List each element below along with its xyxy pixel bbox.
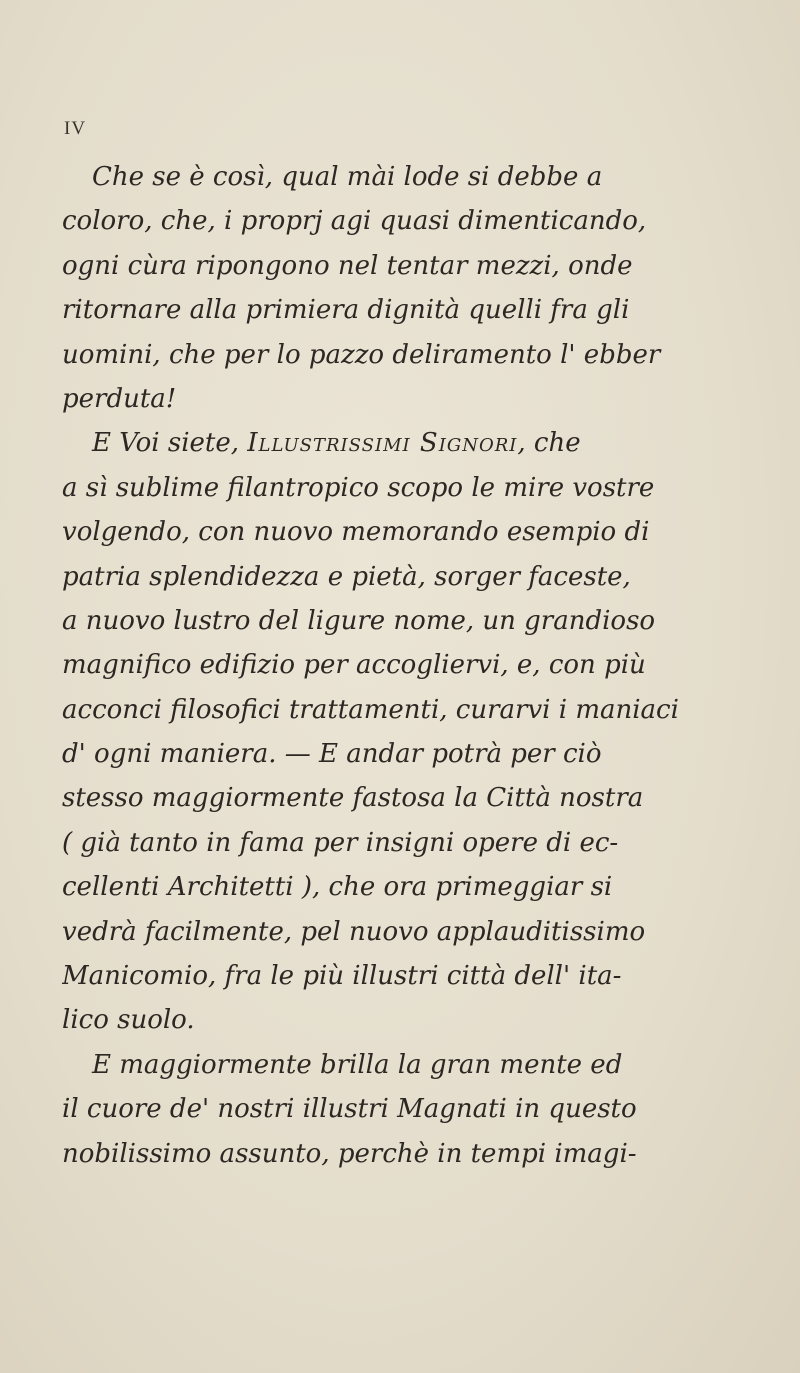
- line-text: ritornare alla primiera dignità quelli fra gli: [62, 295, 630, 326]
- line-text: a nuovo lustro del ligure nome, un grandioso: [62, 605, 656, 636]
- line-text: stesso maggiormente fastosa la Città nostra: [62, 783, 644, 814]
- text-line: [62, 466, 742, 510]
- line-text: ( già tanto in fama per insigni opere di ec-: [62, 827, 619, 858]
- text-line: [62, 288, 742, 332]
- line-text: E maggiormente brilla la gran mente ed: [92, 1049, 623, 1080]
- line-text: vedrà facilmente, pel nuovo applauditissimo: [62, 916, 646, 947]
- text-line: [62, 688, 742, 732]
- line-text: magnifico edifizio per accogliervi, e, con più: [62, 650, 646, 681]
- text-line: [62, 910, 742, 954]
- text-line: [62, 1087, 742, 1131]
- text-line: [62, 643, 742, 687]
- line-text: Che se è così, qual mài lode si debbe a: [92, 162, 603, 192]
- page-number: IV: [64, 118, 87, 139]
- text-line: [62, 599, 742, 643]
- text-line: [62, 1043, 742, 1087]
- text-line: [62, 1132, 742, 1176]
- text-line: [62, 954, 742, 998]
- line-text: patria splendidezza e pietà, sorger faceste,: [62, 561, 631, 592]
- line-text: , che: [517, 428, 581, 459]
- smallcaps-text: Illustrissimi Signori: [247, 428, 518, 459]
- text-line: [62, 510, 742, 554]
- text-line: [62, 421, 742, 465]
- line-text: volgendo, con nuovo memorando esempio di: [62, 517, 650, 548]
- text-line: [62, 377, 742, 421]
- line-text: Manicomio, fra le più illustri città dell' ita-: [62, 961, 622, 992]
- text-line: [62, 998, 742, 1042]
- text-line: [62, 776, 742, 820]
- line-text: ogni cùra ripongono nel tentar mezzi, onde: [62, 250, 633, 281]
- line-text: perduta!: [62, 383, 177, 414]
- text-line: [62, 333, 742, 377]
- line-text: nobilissimo assunto, perchè in tempi imagi-: [62, 1138, 637, 1169]
- line-text: coloro, che, i proprj agi quasi dimenticando,: [62, 206, 647, 237]
- text-line: [62, 244, 742, 288]
- line-text: cellenti Architetti ), che ora primeggiar si: [62, 872, 613, 903]
- line-text: uomini, che per lo pazzo deliramento l' ebber: [62, 339, 661, 370]
- line-text: lico suolo.: [62, 1005, 195, 1036]
- text-line: [62, 199, 742, 243]
- line-text: a sì sublime filantropico scopo le mire vostre: [62, 472, 655, 503]
- line-text: acconci filosofici trattamenti, curarvi i maniaci: [62, 694, 679, 725]
- text-line: [62, 865, 742, 909]
- text-line: [62, 155, 742, 199]
- line-text: d' ogni maniera. — E andar potrà per ciò: [62, 739, 602, 770]
- text-line: [62, 555, 742, 599]
- text-line: [62, 732, 742, 776]
- text-line: [62, 821, 742, 865]
- body-text: [62, 155, 742, 1176]
- line-text: E Voi siete,: [92, 428, 248, 459]
- line-text: il cuore de' nostri illustri Magnati in questo: [62, 1094, 637, 1125]
